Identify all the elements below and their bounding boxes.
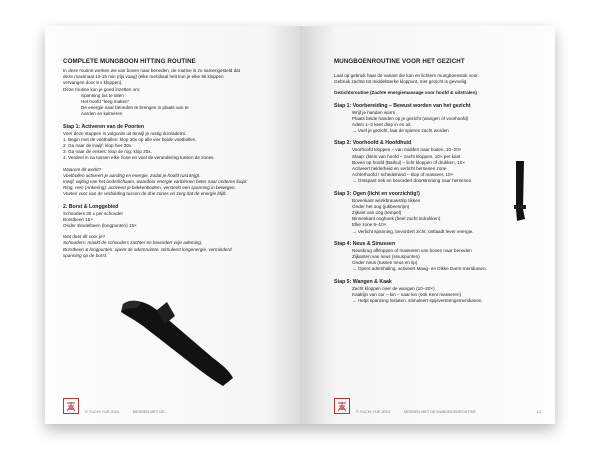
note-line: Schouders: maakt de schouders zachter en bevordert vrije ademing. — [63, 240, 203, 246]
note-heading: Wat doet dit voor je? — [63, 234, 106, 240]
face-step5-heading: Stap 5: Wangen & Kaak — [334, 278, 392, 285]
right-page-footer — [334, 398, 541, 414]
face-step-line: Voorhoofd kloppen – van midden naar buiten, 10–20× — [352, 147, 462, 153]
right-page-title: MUNGBOENROUTINE VOOR HET GEZICHT — [334, 58, 465, 65]
face-step-line: Slaap: (klein van hoofd – zacht kloppen, 10× per kant — [352, 153, 461, 159]
face-step-line: → Verlicht spanning, bevordert zicht, ontlaadt lever energie. — [352, 228, 474, 234]
intro-list-item: Aarden en kalmeren — [81, 111, 123, 117]
left-page — [45, 26, 300, 424]
seal-stamp-icon — [63, 398, 79, 414]
intro-list-item: Spanning los te laten — [81, 92, 124, 98]
footer-brand: © YUCHI YUE 2024 — [356, 410, 390, 414]
right-intro-line: Laat op gebruik haar de variant die kan en lichtere mungboenstok voor. — [334, 73, 479, 78]
left-page-title: COMPLETE MUNGBOON HITTING ROUTINE — [63, 58, 196, 65]
face-step-line: Activeert helderheid en verlicht hersenen zone — [352, 166, 447, 172]
step1-line: Voer deze stappen in volgorde uit terwijl je rustig doorademt. — [63, 130, 187, 136]
intro-line: deze maximaal 12-15 min (rijs vaag) (elke meridiaal heit kun je elke 5k kloppen — [63, 74, 224, 80]
note-line: Borstbeen & longpunten: opent de ademruimte, stimuleert longenergie, verminderd — [63, 246, 232, 252]
face-step-line: Zijkanten van neus (sinuspunten) — [352, 254, 420, 260]
face-step-line: Onder het oog (jukbeenrijm) — [352, 203, 410, 209]
step1-line: 4. Verdeel in na tussen elke zone en voel de verandering tussen de zones. — [63, 155, 215, 161]
face-step-line: → Helpt spanning loslaten, stimuleert spijsverteringsmeridianen. — [352, 298, 483, 304]
footer-title: MENSEN MET DE MUNGBOENROUTINE — [403, 410, 476, 414]
step1-line: 2. Ga naar de inwijf: klop hier 30x. — [63, 143, 133, 149]
basis-heading: Gezichtsroutine (Zachte energiemassage voor hoofd & uitstralen) — [334, 90, 477, 96]
why-line: Voetbollen activeert je aarding en energie, zodat je hoofd rust krijgt. — [63, 172, 201, 178]
face-step1-heading: Stap 1: Voorbereiding – Bewust worden van het gezicht — [334, 102, 471, 109]
why-line: Inwijf, wijting van het onderlichaam, waardoor energie vanbinnen beter naar onderen loopt. — [63, 179, 248, 185]
footer-title: MENSEN MET DE... — [132, 410, 168, 414]
face-step-line: Wrijf je handen warm — [352, 109, 396, 115]
face-step-line: Adem 1–2 keer diep in en uit. — [352, 122, 412, 128]
face-step-line: Boven op hoofd (Baihui) – licht kloppen of drukken, 10× — [352, 159, 466, 165]
face-step-line: Zacht kloppen over de wangen (10–20×) — [352, 285, 435, 291]
seal-stamp-icon — [334, 398, 350, 414]
why-line: Ring, Hen (Ankering): activeert je bekkenbodem, versterkt een spanning in bewegen. — [63, 185, 236, 191]
why-heading: Waarom dit werkt? — [63, 166, 102, 172]
face-step-line: Plaats beide handen op je gezicht (wangen of voorhoofd) — [352, 115, 469, 121]
step2-heading: 2. Borst & Longgebied — [63, 203, 119, 210]
face-step-line: Neusbrug afkloppen of masseren van boven naar beneden — [352, 247, 472, 253]
why-line: Voeten voor van de verbinding tussen de drie zones en zorg dat de energie blijft. — [63, 191, 227, 197]
mungboon-stick-small-image — [512, 161, 528, 221]
face-step-line: Elke zone 5–10× — [352, 222, 387, 228]
face-step-line: → Ontspant nek en bevordert doorstroming naar hersenen — [352, 178, 472, 184]
face-step-line: Kaaklijn van oor – kin – naar kin (ook Kent masseren) — [352, 291, 462, 297]
step1-line: 1. Begin met de voetbollen: klop 30x op alle vier beide voetbollen. — [63, 136, 197, 142]
intro-line: vervangen door 8 x kloppen). — [63, 80, 123, 86]
step2-line: Borstbeen 15× — [63, 216, 94, 222]
footer-brand: © YUCHI YUE 2024 — [85, 410, 119, 414]
right-page — [300, 26, 555, 424]
step2-line: Schouders 30 x per schouder — [63, 210, 124, 216]
note-line: spanning op de borst. — [63, 252, 108, 258]
intro-line: In deze routine werken we van boven naar beneden, de routine is zo samengesteld dat — [63, 68, 240, 73]
face-step-line: Bovenkant wenkbrauwstrip tikken — [352, 197, 421, 203]
face-step-line: Achterhoofd / schedelrand – klop of masseer, 10× — [352, 172, 454, 178]
booklet-spread — [45, 26, 555, 424]
face-step4-heading: Stap 4: Neus & Sinussen — [334, 240, 396, 247]
face-step-line: Onder neus (tussen neus en lip) — [352, 260, 418, 266]
face-step-line: → Voel je gezicht, laat de spieren zacht worden — [352, 128, 449, 134]
face-step-line: → Opent ademhaling, activeert Maag- en Dikke Darm-meridianen. — [352, 266, 487, 272]
mungboon-stick-image — [117, 296, 237, 388]
page-number: 12 — [536, 410, 541, 414]
left-page-footer — [63, 398, 286, 414]
intro-line: Deze routine kun je goed inzetten om: — [63, 86, 141, 92]
face-step-line: Binnenkant ooghoek (heel zacht indrukken) — [352, 216, 441, 222]
intro-list-item: De energie naar beneden te brengen in plaats van te — [81, 105, 189, 111]
intro-list-item: Het hoofd "leeg maken" — [81, 99, 130, 105]
step2-line: Onder sleutelbeen (longpunten) 15× — [63, 223, 137, 229]
right-intro-line: Gebruik zachte tot middelsterke kloppunt, met gezicht is gevoelig. — [334, 79, 468, 85]
face-step3-heading: Stap 3: Ogen (licht en voorzichtig!) — [334, 190, 420, 197]
step1-line: 3. Ga naar de enkels: klop de rug: klop 30x. — [63, 149, 152, 155]
face-step2-heading: Stap 2: Voorhoofd & Hoofdhuid — [334, 140, 412, 147]
face-step-line: Zijkant van oog (tempel) — [352, 210, 402, 216]
step1-heading: Stap 1: Activeren van de Poorten — [63, 123, 145, 130]
